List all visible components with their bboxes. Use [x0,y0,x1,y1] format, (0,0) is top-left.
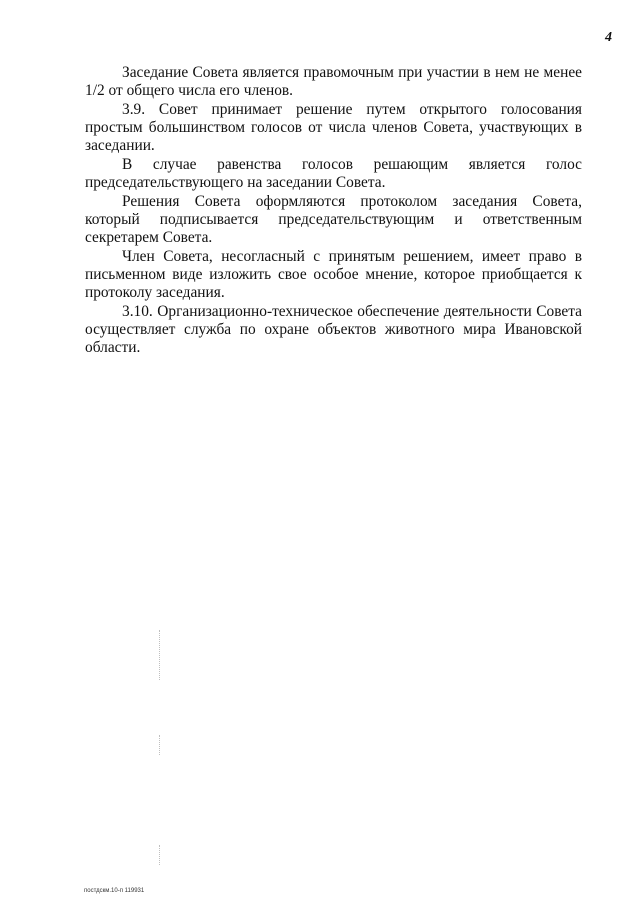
paragraph-protocol: Решения Совета оформляются протоколом заседания Совета, который подписывается председательствующим и ответственным секретарем Совета. [85,193,582,246]
document-footer-code: постдскм.10-п 119931 [84,888,145,894]
paragraph-3-10-support: 3.10. Организационно-техническое обеспечение деятельности Совета осуществляет служба по охране объектов животного мира Ивановской области. [85,303,582,356]
page-number: 4 [605,30,612,45]
paragraph-dissent: Член Совета, несогласный с принятым решением, имеет право в письменном виде изложить свое особое мнение, которое приобщается к протоколу заседания. [85,248,582,301]
paragraph-tie-vote: В случае равенства голосов решающим является голос председательствующего на заседании Совета. [85,156,582,191]
paragraph-3-9-voting: 3.9. Совет принимает решение путем открытого голосования простым большинством голосов от числа членов Совета, участвующих в заседании. [85,101,582,154]
document-body [85,64,582,358]
scan-artifact-line [159,630,160,680]
paragraph-quorum: Заседание Совета является правомочным при участии в нем не менее 1/2 от общего числа его членов. [85,64,582,99]
scan-artifact-line [159,845,160,865]
scan-artifact-line [159,735,160,755]
